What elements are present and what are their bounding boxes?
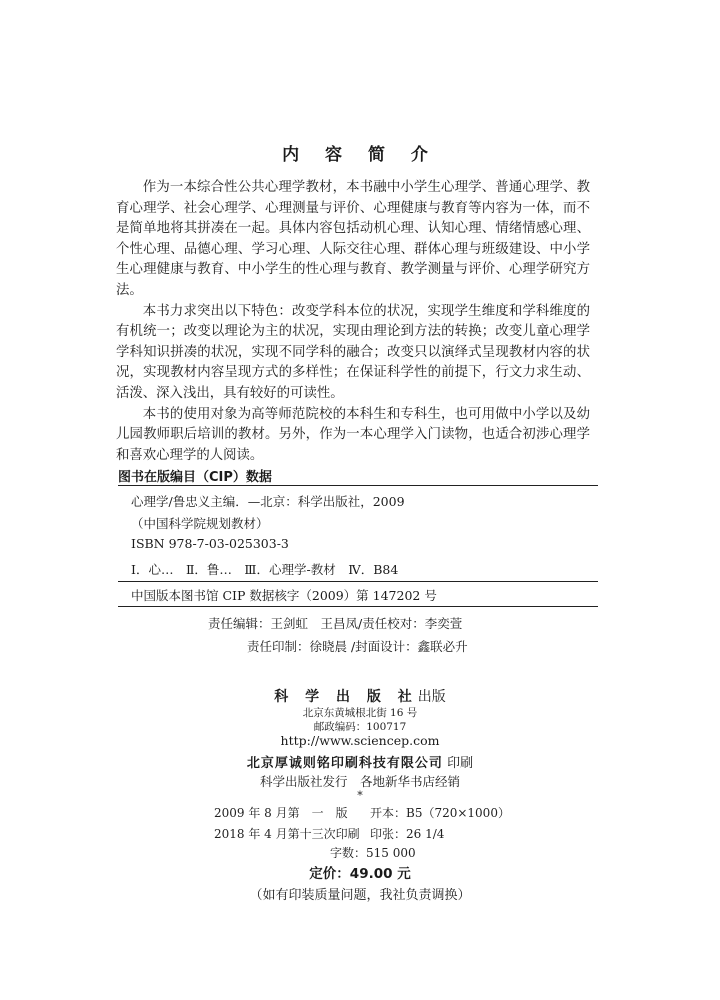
cip-check-number: 中国版本图书馆 CIP 数据核字（2009）第 147202 号 — [131, 588, 437, 603]
cip-title: 图书在版编目（CIP）数据 — [118, 470, 272, 485]
cip-bottom-rule — [118, 606, 598, 607]
printer-suffix: 印刷 — [447, 756, 474, 771]
first-edition: 2009 年 8 月第 一 版 — [214, 806, 348, 820]
publisher-name: 科 学 出 版 社 — [274, 689, 418, 705]
publisher-line — [0, 686, 720, 706]
cip-top-rule — [118, 485, 598, 486]
separator-mark: * — [357, 789, 363, 802]
staff-editors: 责任编辑：王剑虹 王昌凤/责任校对：李奕萱 — [208, 616, 463, 631]
printer-name: 北京厚诚则铭印刷科技有限公司 — [246, 756, 443, 771]
publisher-address: 北京东黄城根北街 16 号 — [302, 707, 418, 719]
printed-sheets: 印张：26 1/4 — [370, 827, 445, 841]
summary-paragraph: 本书力求突出以下特色：改变学科本位的状况，实现学生维度和学科维度的有机统一；改变以理论为主的状况，实现由理论到方法的转换；改变儿童心理学学科知识拼凑的状况，实现不同学科的融合；改变只以演绎式呈现教材内容的状况，实现教材内容呈现方式的多样性；在保证科学性的前提下，行文力求生动、活泼、深入浅出，具有较好的可读性。 — [116, 303, 590, 401]
summary-body — [116, 178, 590, 466]
cip-line-classification: Ⅰ．心… Ⅱ．鲁… Ⅲ．心理学-教材 Ⅳ．B84 — [131, 562, 399, 577]
printer-line — [0, 752, 720, 771]
summary-title: 内 容 简 介 — [282, 145, 438, 165]
cip-line-title: 心理学/鲁忠义主编．—北京：科学出版社，2009 — [131, 494, 405, 509]
cip-middle-rule — [118, 581, 598, 582]
reprint-info: 2018 年 4 月第十三次印刷 — [214, 827, 360, 841]
staff-production: 责任印制：徐晓晨 /封面设计：鑫联必升 — [247, 639, 468, 654]
cip-line-isbn: ISBN 978-7-03-025303-3 — [131, 536, 289, 551]
book-format: 开本：B5（720×1000） — [370, 806, 510, 820]
word-count: 字数：515 000 — [330, 846, 416, 860]
publisher-url: http://www.sciencep.com — [280, 733, 440, 748]
cip-line-series: （中国科学院规划教材） — [131, 516, 269, 531]
publisher-postcode: 邮政编码：100717 — [313, 721, 407, 733]
book-price: 定价：49.00 元 — [309, 866, 411, 882]
summary-paragraph: 本书的使用对象为高等师范院校的本科生和专科生，也可用做中小学以及幼儿园教师职后培训的教材。另外，作为一本心理学入门读物，也适合初涉心理学和喜欢心理学的人阅读。 — [116, 406, 590, 463]
quality-notice: （如有印装质量问题，我社负责调换） — [249, 888, 471, 903]
summary-paragraph: 作为一本综合性公共心理学教材，本书融中小学生心理学、普通心理学、教育心理学、社会心理学、心理测量与评价、心理健康与教育等内容为一体，而不是简单地将其拼凑在一起。具体内容包括动机心理、认知心理、情绪情感心理、个性心理、品德心理、学习心理、人际交往心理、群体心理与班级建设、中小学生心理健康与教育、中小学生的性心理与教育、教学测量与评价、心理学研究方法。 — [116, 180, 590, 298]
distribution-line: 科学出版社发行 各地新华书店经销 — [259, 774, 460, 789]
publisher-suffix: 出版 — [417, 689, 446, 705]
